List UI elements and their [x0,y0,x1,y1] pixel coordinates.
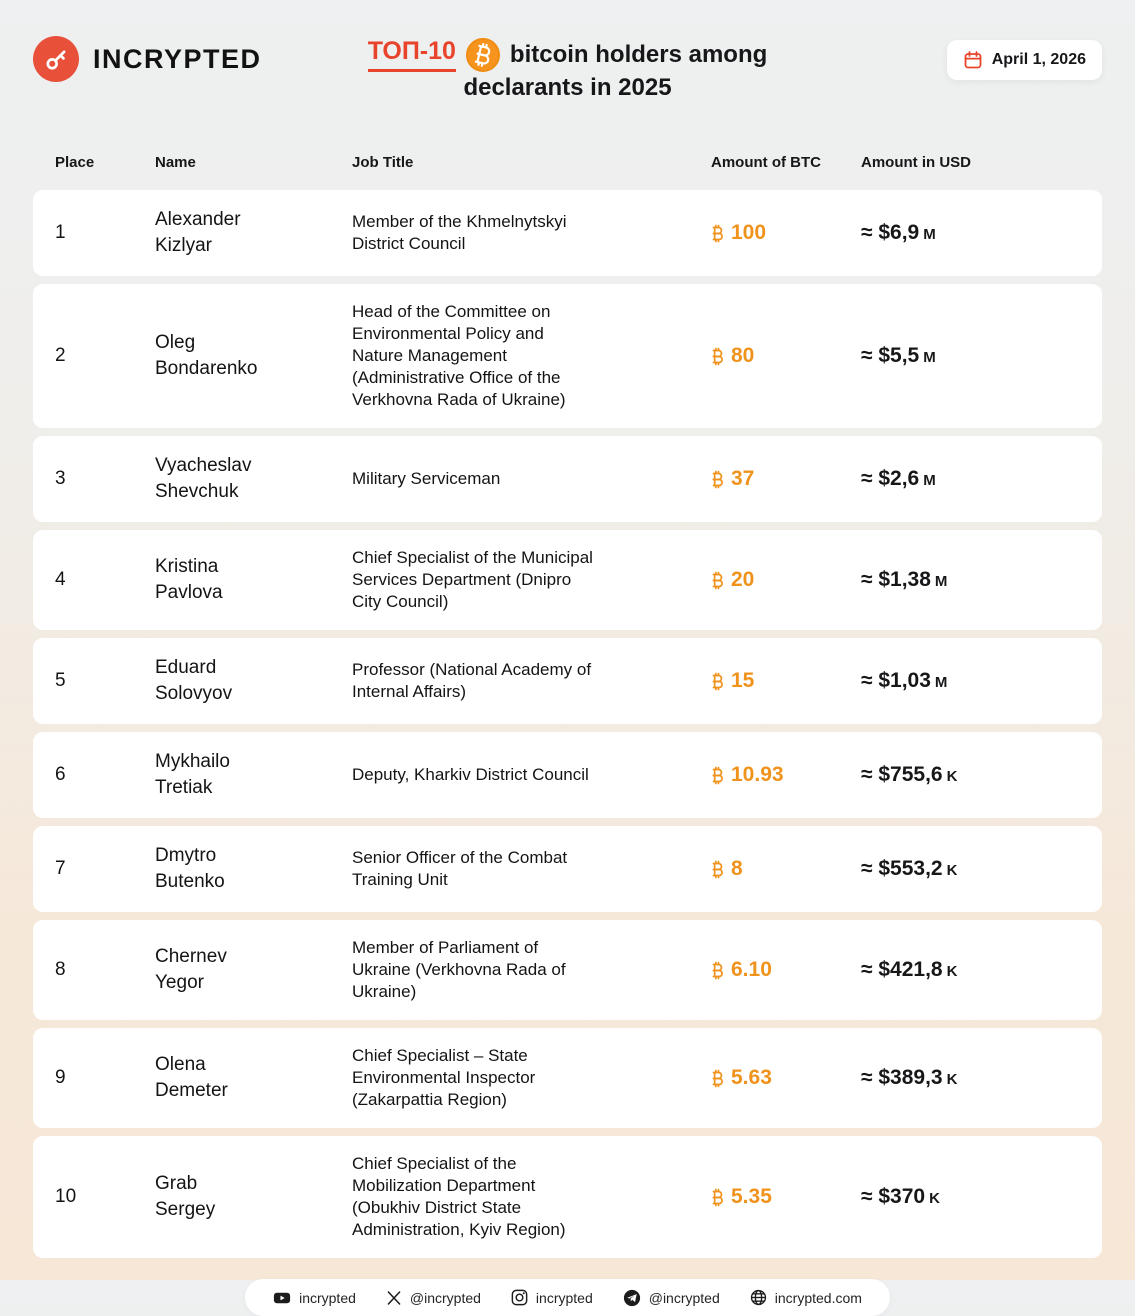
brand-name: INCRYPTED [93,43,262,74]
btc-symbol-icon [711,766,724,785]
row-name: Mykhailo Tretiak [155,751,230,798]
btc-symbol-icon [711,860,724,879]
row-usd-amount [861,669,1102,693]
row-btc-value: 6.10 [731,958,772,981]
column-header-job: Job Title [352,153,414,171]
row-btc-amount [711,763,861,787]
row-usd-amount [861,958,1102,982]
row-usd-amount [861,763,1102,787]
bitcoin-coin-icon [466,38,500,72]
incrypted-logo [33,36,79,82]
table-row [33,638,1102,724]
table-row [33,920,1102,1020]
row-place: 8 [55,959,66,980]
row-btc-amount [711,221,861,245]
row-usd-value: ≈ $2,6 [861,467,920,490]
row-job-title: Member of the Khmelnytskyi District Council [352,212,567,253]
row-place: 4 [55,569,66,590]
row-btc-value: 80 [731,344,755,367]
table-row [33,1136,1102,1258]
row-usd-suffix: K [929,1190,940,1207]
row-name: Grab Sergey [155,1173,216,1220]
row-btc-value: 100 [731,221,767,244]
btc-symbol-icon [711,1069,724,1088]
row-usd-suffix: K [946,1071,958,1088]
row-place: 3 [55,468,66,489]
btc-symbol-icon [711,672,724,691]
row-usd-suffix: M [923,226,936,243]
row-name: Chernev Yegor [155,946,227,993]
social-link-telegram[interactable] [623,1289,720,1307]
row-btc-value: 5.35 [731,1185,772,1208]
row-job-title: Senior Officer of the Combat Training Unit [352,848,568,889]
table-rows [33,190,1102,1258]
social-label: @incrypted [648,1289,720,1306]
row-usd-suffix: K [946,963,958,980]
row-place: 1 [55,222,66,243]
social-label: incrypted.com [774,1289,862,1306]
youtube-icon [273,1289,291,1307]
row-btc-value: 20 [731,568,755,591]
title-top10: ТОП-10 [368,38,456,72]
brand [33,36,262,82]
row-name: Oleg Bondarenko [155,332,258,379]
social-label: @incrypted [409,1289,481,1306]
title-text-line2: declarants in 2025 [463,74,672,101]
row-usd-amount [861,221,1102,245]
social-link-x[interactable] [386,1290,481,1306]
row-job-title: Deputy, Kharkiv District Council [352,765,589,784]
table-row [33,826,1102,912]
instagram-icon [511,1289,528,1306]
row-usd-suffix: M [934,573,948,590]
row-btc-amount [711,344,861,368]
table-row [33,1028,1102,1128]
column-header-place: Place [55,153,95,171]
table-row [33,732,1102,818]
row-job-title: Head of the Committee on Environmental Policy and Nature Management (Administrative Office of the Verkhovna Rada of Ukraine) [352,302,566,409]
column-header-usd: Amount in USD [861,153,971,171]
btc-symbol-icon [711,347,724,366]
social-label: incrypted [299,1289,356,1306]
column-header-btc: Amount of BTC [711,153,821,171]
row-usd-amount [861,568,1102,592]
row-usd-value: ≈ $755,6 [861,763,943,786]
row-place: 7 [55,858,66,879]
row-name: Eduard Solovyov [155,657,233,704]
btc-symbol-icon [711,470,724,489]
row-name: Vyacheslav Shevchuk [155,455,252,502]
table-row [33,530,1102,630]
social-links-bar [245,1279,890,1316]
row-usd-suffix: M [934,674,948,691]
page-title [318,38,818,104]
row-job-title: Military Serviceman [352,469,501,488]
row-place: 10 [55,1186,77,1207]
row-job-title: Member of Parliament of Ukraine (Verkhovna Rada of Ukraine) [352,938,566,1001]
row-usd-suffix: K [946,862,958,879]
btc-symbol-icon [711,961,724,980]
row-btc-amount [711,1185,861,1209]
row-btc-amount [711,857,861,881]
row-btc-value: 37 [731,467,755,490]
row-btc-value: 5.63 [731,1066,772,1089]
row-btc-value: 10.93 [731,763,784,786]
row-btc-value: 15 [731,669,755,692]
column-header-name: Name [155,153,196,171]
row-usd-value: ≈ $1,38 [861,568,931,591]
row-btc-amount [711,958,861,982]
social-link-website[interactable] [750,1289,862,1306]
row-usd-suffix: K [946,768,958,785]
btc-symbol-icon [711,1188,724,1207]
row-usd-value: ≈ $5,5 [861,344,920,367]
row-usd-value: ≈ $370 [861,1185,926,1208]
row-usd-value: ≈ $421,8 [861,958,943,981]
row-btc-amount [711,1066,861,1090]
social-link-instagram[interactable] [511,1289,593,1306]
row-name: Kristina Pavlova [155,556,223,603]
row-place: 9 [55,1067,66,1088]
table-row [33,190,1102,276]
row-name: Olena Demeter [155,1054,228,1101]
row-job-title: Chief Specialist of the Municipal Services Department (Dnipro City Council) [352,548,593,611]
table-row [33,436,1102,522]
row-btc-value: 8 [731,857,743,880]
social-link-youtube[interactable] [273,1289,356,1307]
key-icon [43,46,70,73]
row-job-title: Professor (National Academy of Internal Affairs) [352,660,592,701]
row-usd-suffix: M [923,472,936,489]
row-usd-amount [861,1066,1102,1090]
row-usd-value: ≈ $389,3 [861,1066,943,1089]
row-usd-amount [861,344,1102,368]
x-icon [386,1290,402,1306]
row-name: Dmytro Butenko [155,845,225,892]
header [0,0,1135,132]
row-usd-amount [861,1185,1102,1209]
table-column-headers [33,146,1102,178]
row-place: 2 [55,345,66,366]
row-usd-amount [861,857,1102,881]
row-usd-value: ≈ $6,9 [861,221,920,244]
globe-icon [750,1289,767,1306]
row-place: 5 [55,670,66,691]
btc-symbol-icon [711,571,724,590]
social-label: incrypted [535,1289,593,1306]
row-usd-amount [861,467,1102,491]
row-btc-amount [711,568,861,592]
date-label: April 1, 2026 [991,51,1086,68]
row-job-title: Chief Specialist – State Environmental Inspector (Zakarpattia Region) [352,1046,536,1109]
title-text-line1: bitcoin holders among [509,40,768,68]
row-place: 6 [55,764,66,785]
date-badge [947,40,1102,80]
row-usd-value: ≈ $1,03 [861,669,931,692]
row-btc-amount [711,669,861,693]
row-job-title: Chief Specialist of the Mobilization Department (Obukhiv District State Administration, Kyiv Region) [352,1154,566,1239]
row-name: Alexander Kizlyar [155,209,241,256]
btc-symbol-icon [711,224,724,243]
footer [0,1279,1135,1316]
row-usd-suffix: M [923,349,936,366]
row-usd-value: ≈ $553,2 [861,857,943,880]
calendar-icon [963,50,983,70]
telegram-icon [623,1289,641,1307]
table-row [33,284,1102,428]
row-btc-amount [711,467,861,491]
